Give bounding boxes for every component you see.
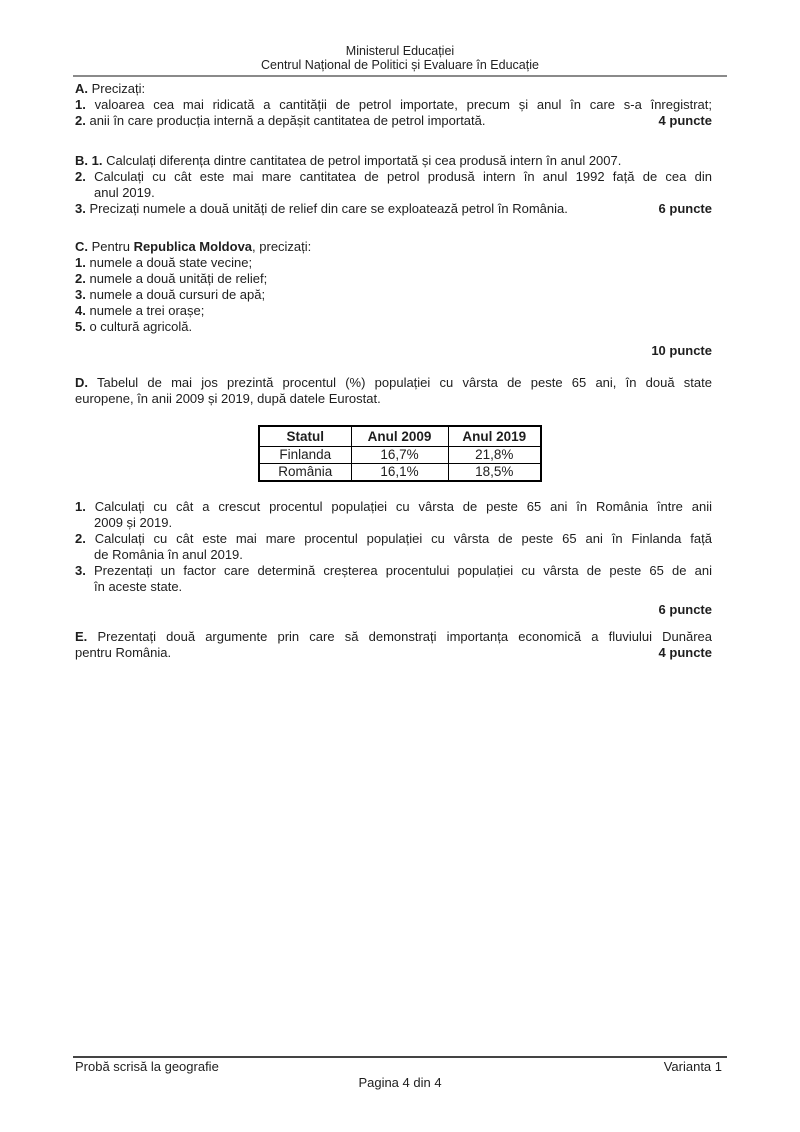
section-c-item-1 xyxy=(75,255,712,271)
section-b-item-1 xyxy=(75,153,712,169)
section-c-intro xyxy=(75,239,712,255)
table-cell: România xyxy=(259,464,351,482)
item-text: numele a două cursuri de apă; xyxy=(89,287,266,302)
table-header-anul-2009: Anul 2009 xyxy=(351,426,448,447)
table-row xyxy=(259,447,541,464)
item-text: anii în care producția internă a depășit cantitatea de petrol importată. xyxy=(89,113,486,128)
table-cell: Finlanda xyxy=(259,447,351,464)
item-text: Precizați numele a două unități de relief din care se exploatează petrol în România. xyxy=(89,201,568,216)
section-c-item-4 xyxy=(75,303,712,319)
item-text: Calculați cu cât este mai mare cantitatea de petrol produsă intern în anul 1992 față de cea din xyxy=(94,169,712,184)
footer-row xyxy=(75,1059,722,1075)
section-a-intro-text: Precizați: xyxy=(91,81,146,96)
table-cell: 21,8% xyxy=(448,447,541,464)
footer-rule xyxy=(73,1056,727,1058)
para-text: europene, în anii 2009 și 2019, după datele Eurostat. xyxy=(75,391,381,406)
document-content xyxy=(75,81,712,661)
section-c-item-5 xyxy=(75,319,712,335)
item-number: 1. xyxy=(75,499,86,514)
item-number: 2. xyxy=(75,169,86,184)
item-text: Calculați diferența dintre cantitatea de petrol importată și cea produsă intern în anul 2007. xyxy=(106,153,622,168)
section-a-label: A. xyxy=(75,81,88,96)
section-c-item-2 xyxy=(75,271,712,287)
item-number: 1. xyxy=(75,97,86,112)
section-d-item-2-line-2 xyxy=(75,547,712,563)
item-number: 2. xyxy=(75,271,86,286)
footer-exam-name: Probă scrisă la geografie xyxy=(75,1059,219,1074)
table-header-statul: Statul xyxy=(259,426,351,447)
section-e-points: 4 puncte xyxy=(658,645,712,660)
section-e-line-1 xyxy=(75,629,712,645)
item-text-wrap xyxy=(75,113,486,129)
section-b-points: 6 puncte xyxy=(658,201,712,216)
section-d-label: D. xyxy=(75,375,88,390)
table-row xyxy=(259,464,541,482)
section-a xyxy=(75,81,712,129)
table-header-row xyxy=(259,426,541,447)
item-text: numele a două state vecine; xyxy=(89,255,253,270)
item-text: Calculați cu cât a crescut procentul populației cu vârsta de peste 65 ani în România între anii xyxy=(94,499,712,514)
section-d-item-1-line-1 xyxy=(75,499,712,515)
section-d-para-line-2 xyxy=(75,391,712,407)
header-rule xyxy=(73,75,727,77)
footer-page-number: Pagina 4 din 4 xyxy=(358,1075,442,1090)
item-number: 3. xyxy=(75,563,86,578)
item-text: Prezentați un factor care determină creșterea procentului populației cu vârsta de peste 65 de ani xyxy=(94,563,712,578)
item-number: 3. xyxy=(75,287,86,302)
header-ministry: Ministerul Educației xyxy=(345,44,455,58)
section-b-label: B. 1. xyxy=(75,153,103,168)
section-b-item-3 xyxy=(75,201,712,217)
section-d xyxy=(75,375,712,618)
section-d-points: 6 puncte xyxy=(658,602,712,617)
country-name: Republica Moldova xyxy=(133,239,253,254)
item-text: în aceste state. xyxy=(94,579,183,594)
intro-text-tail: , precizați: xyxy=(252,239,312,254)
para-text: Tabelul de mai jos prezintă procentul (%) populației cu vârsta de peste 65 ani, în două state xyxy=(96,375,712,390)
section-c-item-3 xyxy=(75,287,712,303)
item-text: o cultură agricolă. xyxy=(89,319,193,334)
item-text: 2009 și 2019. xyxy=(94,515,173,530)
item-number: 3. xyxy=(75,201,86,216)
item-number: 2. xyxy=(75,531,86,546)
footer xyxy=(0,1056,800,1091)
para-text: pentru România. xyxy=(75,645,172,660)
section-b xyxy=(75,153,712,217)
section-d-items xyxy=(75,499,712,595)
section-a-item-1 xyxy=(75,97,712,113)
item-text: valoarea cea mai ridicată a cantității de petrol importate, precum și anul în care s-a înregistrat; xyxy=(94,97,712,112)
section-d-item-3-line-1 xyxy=(75,563,712,579)
item-number: 2. xyxy=(75,113,86,128)
section-e-label: E. xyxy=(75,629,88,644)
table-header-anul-2019: Anul 2019 xyxy=(448,426,541,447)
section-d-item-2-line-1 xyxy=(75,531,712,547)
intro-text: Pentru xyxy=(91,239,130,254)
item-text: Calculați cu cât este mai mare procentul populației cu vârsta de peste 65 ani în Finlanda față xyxy=(94,531,712,546)
section-c-label: C. xyxy=(75,239,88,254)
item-text: numele a trei orașe; xyxy=(89,303,205,318)
table-cell: 16,1% xyxy=(351,464,448,482)
header-institution: Centrul Național de Politici și Evaluare în Educație xyxy=(261,57,539,72)
item-text: numele a două unități de relief; xyxy=(89,271,268,286)
item-number: 5. xyxy=(75,319,86,334)
section-e-line-2 xyxy=(75,645,712,661)
section-b-item-2-line-2 xyxy=(75,185,712,201)
section-d-item-3-line-2 xyxy=(75,579,712,595)
item-text: anul 2019. xyxy=(94,185,155,200)
section-b-item-2-line-1 xyxy=(75,169,712,185)
table-cell: 18,5% xyxy=(448,464,541,482)
item-text-wrap xyxy=(75,201,568,217)
section-c-points: 10 puncte xyxy=(651,343,712,358)
population-table xyxy=(258,425,542,482)
section-a-points: 4 puncte xyxy=(658,113,712,128)
item-number: 1. xyxy=(75,255,86,270)
section-a-item-2 xyxy=(75,113,712,129)
section-d-item-1-line-2 xyxy=(75,515,712,531)
footer-variant: Varianta 1 xyxy=(663,1059,722,1074)
item-number: 4. xyxy=(75,303,86,318)
section-a-intro xyxy=(75,81,712,97)
section-d-para-line-1 xyxy=(75,375,712,391)
header xyxy=(0,0,800,72)
section-e xyxy=(75,629,712,661)
item-text: de România în anul 2019. xyxy=(94,547,243,562)
section-c xyxy=(75,239,712,359)
table-cell: 16,7% xyxy=(351,447,448,464)
para-text: Prezentați două argumente prin care să demonstrați importanța economică a fluviului Dunărea xyxy=(97,629,712,644)
